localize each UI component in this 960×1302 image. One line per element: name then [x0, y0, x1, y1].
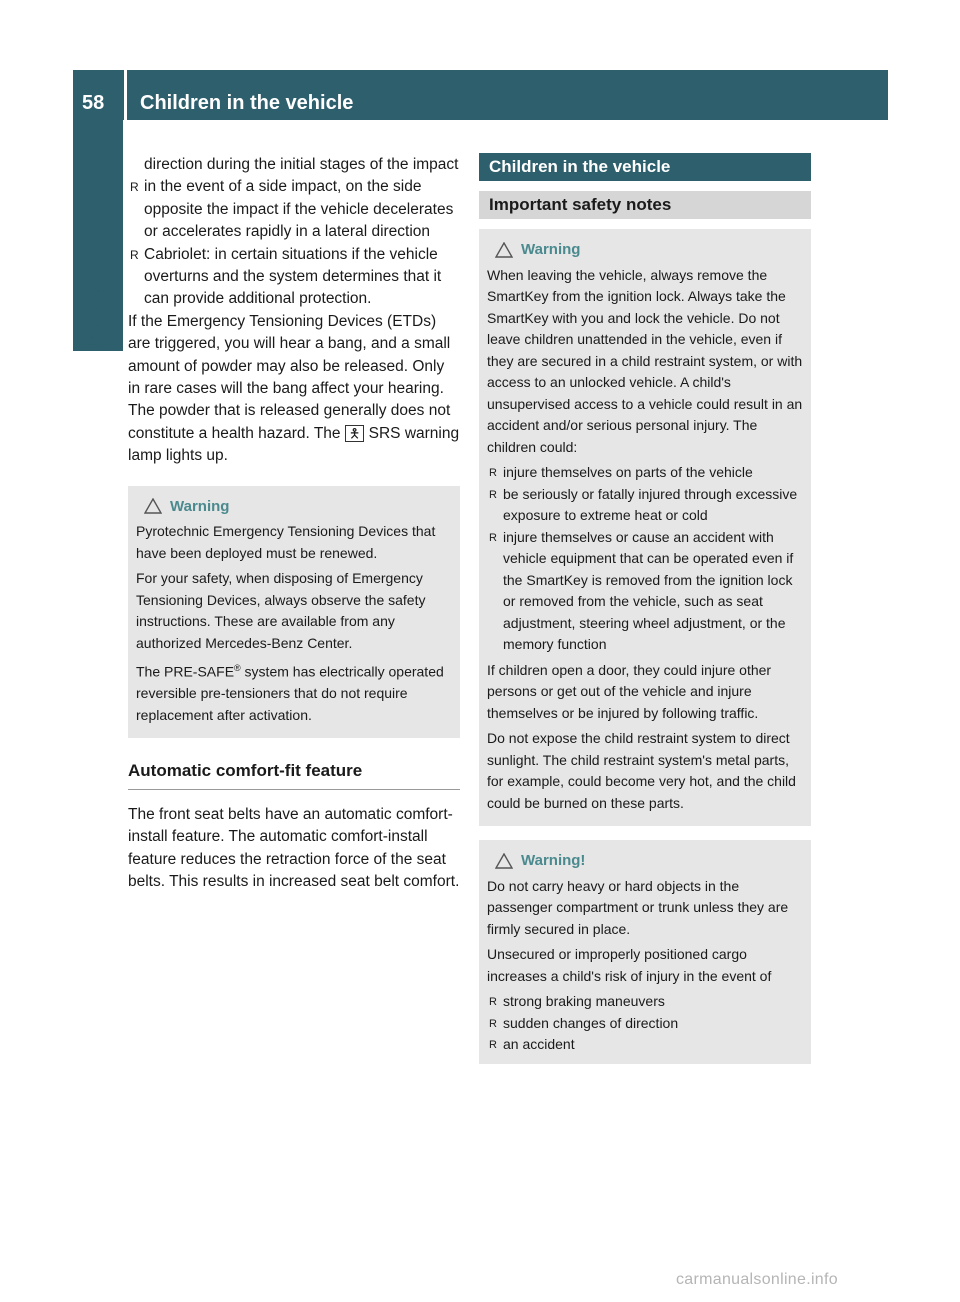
list-item: R in the event of a side impact, on the side opposite the impact if the vehicle decelerates or accelerates rapidly in a lateral direction	[128, 176, 460, 243]
warning-box-children	[479, 229, 811, 826]
list-item: R an accident	[487, 1034, 803, 1056]
warning-title: Warning	[521, 241, 581, 258]
list-item: R injure themselves on parts of the vehicle	[487, 462, 803, 484]
list-item: R sudden changes of direction	[487, 1013, 803, 1035]
page-number: 58	[82, 92, 105, 114]
warning-box-cargo	[479, 840, 811, 1064]
watermark: carmanualsonline.info	[676, 1271, 838, 1288]
comfort-fit-heading: Automatic comfort-fit feature	[128, 760, 460, 789]
registered-mark: ®	[234, 663, 241, 674]
warning-text: Unsecured or improperly positioned cargo increases a child's risk of injury in the event of	[487, 946, 772, 984]
warning-title: Warning	[170, 497, 230, 515]
warning-box-etd	[128, 486, 460, 739]
warning-text: Do not expose the child restraint system to direct sunlight. The child restraint system's metal parts, for example, could become very hot, and the child could be burned on these parts.	[487, 730, 796, 811]
left-column	[128, 154, 460, 893]
warning-triangle-icon	[144, 498, 162, 514]
header-divider	[124, 70, 127, 120]
continuation-text: direction during the initial stages of the impact	[144, 156, 459, 173]
pre-safe-text: system has electrically operated reversible pre-tensioners that do not require replacement after activation.	[136, 663, 444, 723]
list-item: R strong braking maneuvers	[487, 991, 803, 1013]
etd-text: If the Emergency Tensioning Devices (ETDs) are triggered, you will hear a bang, and a small amount of powder may also be released. Only in rare cases will the bang affect your hearing. The powder that is released generally does not constitute a health hazard. The	[128, 312, 451, 442]
list-item: R be seriously or fatally injured through excessive exposure to extreme heat or cold	[487, 484, 803, 527]
warning-triangle-icon	[495, 853, 513, 869]
pre-safe-label: The PRE-SAFE	[136, 663, 235, 680]
etd-paragraph	[128, 311, 460, 468]
comfort-fit-text: The front seat belts have an automatic comfort-install feature. The automatic comfort-install feature reduces the retraction force of the seat belts. This results in increased seat belt comfort.	[128, 805, 460, 890]
right-column	[479, 153, 811, 1064]
page-title: Children in the vehicle	[140, 92, 354, 114]
warning-text	[136, 658, 452, 726]
warning-title: Warning!	[521, 852, 586, 869]
warning-text: Pyrotechnic Emergency Tensioning Devices that have been deployed must be renewed.	[136, 523, 436, 561]
warning-text: Do not carry heavy or hard objects in the passenger compartment or trunk unless they are firmly secured in place.	[487, 877, 789, 937]
section-title: Children in the vehicle	[479, 153, 811, 181]
trigger-list	[128, 176, 460, 310]
risk-list	[487, 462, 803, 656]
subsection-title: Important safety notes	[479, 191, 811, 219]
warning-text: For your safety, when disposing of Emergency Tensioning Devices, always observe the safety instructions. These are available from any authorized Mercedes-Benz Center.	[136, 570, 426, 651]
warning-text: If children open a door, they could injure other persons or get out of the vehicle and injure themselves or be injured by following traffic.	[487, 661, 772, 721]
cargo-risk-list	[487, 991, 803, 1056]
etd-text-end: SRS warning lamp lights up.	[128, 424, 460, 465]
list-item: R Cabriolet: in certain situations if the vehicle overturns and the system determines that it can provide additional protection.	[128, 244, 460, 311]
srs-warning-lamp-icon: 🯅	[345, 425, 364, 442]
side-tab-label: Safety	[85, 286, 108, 350]
warning-text: When leaving the vehicle, always remove the SmartKey from the ignition lock. Always take the SmartKey with you and lock the vehicle. Do not leave children unattended in the vehicle, even if they are secured in a child restraint system, or with access to an unlocked vehicle. A child's unsupervised access to a vehicle could result in an accident and/or serious personal injury. The children could:	[487, 266, 803, 455]
list-item: R injure themselves or cause an accident with vehicle equipment that can be operated even if the SmartKey is removed from the ignition lock or removed from the vehicle, such as seat adjustment, steering wheel adjustment, or the memory function	[487, 527, 803, 656]
warning-triangle-icon	[495, 242, 513, 258]
